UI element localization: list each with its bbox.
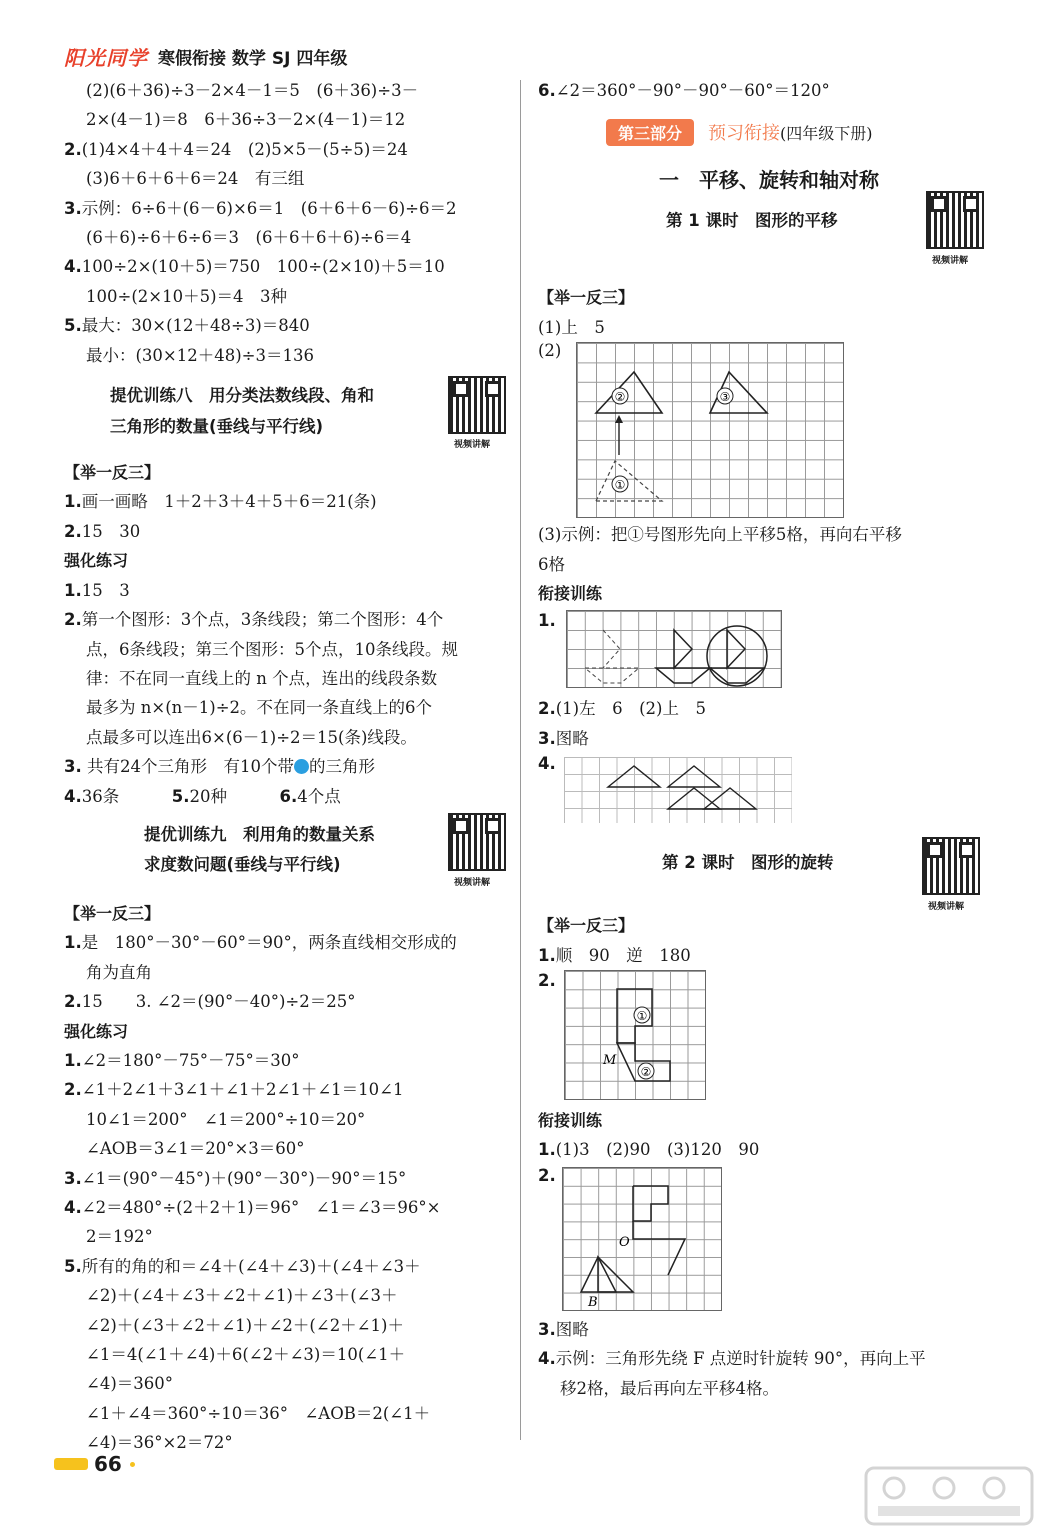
section-heading: 强化练习 (64, 551, 129, 571)
title-line-1: 提优训练九 利用角的数量关系 (144, 824, 375, 844)
section-title-9 (64, 811, 512, 899)
answer-text: 共有24个三角形 有10个带 (87, 757, 294, 777)
symmetry-figure: 1. (538, 608, 1000, 694)
answer-line: 4.∠2＝480°÷(2＋2＋1)＝96° ∠1＝∠3＝96°× (64, 1198, 441, 1217)
triangle-1 (596, 461, 662, 501)
answer-line: 1.画一画略 1＋2＋3＋4＋5＋6＝21(条) (64, 492, 377, 512)
page-number-text: 66 (94, 1452, 122, 1476)
title-line-1: 提优训练八 用分类法数线段、角和 (110, 386, 374, 406)
answer-line: 5.最大：30×(12＋48÷3)＝840 (64, 316, 310, 336)
book-title: 寒假衔接 数学 SJ 四年级 (158, 48, 348, 69)
rotation-figure-2: 2. O B (538, 1165, 1000, 1315)
qr-label: 视频讲解 (928, 902, 965, 913)
part-banner (538, 105, 1000, 159)
answer-line: 点最多可以连出6×(6－1)÷2＝15(条)线段。 (86, 727, 417, 747)
lesson-title: 第 2 课时 图形的旋转 (662, 853, 834, 873)
qr-code-icon[interactable] (922, 837, 980, 895)
answer-line: 最小：(30×12＋48)÷3＝136 (86, 345, 315, 365)
answer-line: 3.图略 (538, 1319, 589, 1339)
answer-line: 1.(1)3 (2)90 (3)120 90 (538, 1140, 760, 1160)
answer-line: (2)(6＋36)÷3－2×4－1＝5 (6＋36)÷3－ (86, 81, 419, 100)
preview-label: 预习衔接 (708, 123, 781, 145)
section-heading: 衔接训练 (538, 1111, 603, 1131)
answer-line: 3. 共有24个三角形 有10个带 的三角形 (64, 757, 375, 777)
qr-label: 视频讲解 (932, 256, 969, 267)
section-heading: 【举一反三】 (64, 463, 161, 483)
answer-line: 2.15 30 (64, 521, 141, 541)
answer-text: 的三角形 (309, 757, 375, 777)
triangle-row-figure: 4. (538, 753, 1000, 829)
label-3: ③ (719, 390, 731, 405)
answer-line: 2＝192° (86, 1227, 153, 1247)
section-heading: 【举一反三】 (538, 288, 635, 308)
answer-block-4 (64, 928, 512, 1016)
answer-line: 2.∠1＋2∠1＋3∠1＋∠1＋2∠1＋∠1＝10∠1 (64, 1080, 404, 1100)
preview-note: (四年级下册) (780, 123, 873, 143)
watermark-logo (864, 1466, 1034, 1526)
column-divider (520, 80, 521, 1440)
label-2: ② (614, 390, 626, 405)
point-b: B (588, 1294, 598, 1310)
qr-code-icon[interactable] (448, 813, 506, 871)
section-heading: 【举一反三】 (64, 903, 161, 923)
answer-line: 1.顺 90 逆 180 (538, 945, 691, 965)
qr-code-icon[interactable] (448, 376, 506, 434)
answer-line: 6格 (538, 554, 565, 574)
answer-block-3 (64, 576, 512, 752)
answer-line: 3.∠1＝(90°－45°)＋(90°－30°)－90°＝15° (64, 1168, 407, 1188)
answer-line: ∠2)＋(∠4＋∠3＋∠2＋∠1)＋∠3＋(∠3＋ (86, 1286, 398, 1306)
grid-figure (576, 342, 844, 518)
answer-line: 2.第一个图形：3个点，3条线段；第二个图形：4个 (64, 610, 444, 630)
answer-line: (1)上 5 (538, 317, 605, 337)
answer-line: 3.示例：6÷6＋(6－6)×6＝1 (6＋6＋6－6)÷6＝2 (64, 198, 457, 218)
title-line-2: 求度数问题(垂线与平行线) (144, 854, 341, 874)
qr-label: 视频讲解 (454, 440, 491, 451)
answer-line: 2.(1)4×4＋4＋4＝24 (2)5×5－(5÷5)＝24 (64, 139, 408, 159)
answer-line: 4.示例：三角形先绕 F 点逆时针旋转 90°，再向上平 (538, 1349, 926, 1369)
label-1: ① (614, 478, 626, 493)
point-o: O (619, 1234, 630, 1250)
section-heading: 强化练习 (64, 1021, 129, 1041)
answer-block-2 (64, 487, 512, 546)
brand-logo: 阳光同学 (64, 45, 148, 70)
rotation-figure: 2. ① ② M (538, 970, 1000, 1106)
page-dot (130, 1462, 135, 1467)
dotted-grid (564, 757, 792, 823)
answer-line: ∠4)＝360° (86, 1374, 174, 1394)
answer-line: 4.36条 5.20种 6.4个点 (64, 786, 341, 806)
page-bar (54, 1458, 88, 1470)
answer-line: 2×(4－1)＝8 6＋36÷3－2×(4－1)＝12 (86, 110, 406, 130)
blue-dot-icon (294, 759, 309, 774)
grid-figure (564, 970, 706, 1100)
answer-line: ∠AOB＝3∠1＝20°×3＝60° (86, 1139, 305, 1159)
answer-line: ∠1＋∠4＝360°÷10＝36° ∠AOB＝2(∠1＋ (86, 1403, 431, 1423)
page-header (64, 36, 347, 76)
answer-line: 6.∠2＝360°－90°－90°－60°＝120° (538, 81, 830, 100)
answer-line: 2.15 3. ∠2＝(90°－40°)÷2＝25° (64, 992, 356, 1012)
answer-line: (3)示例：把①号图形先向上平移5格，再向右平移 (538, 525, 902, 545)
answer-line: 移2格，最后再向左平移4格。 (560, 1378, 779, 1398)
answer-block-5 (64, 1046, 512, 1458)
answer-line: 1.是 180°－30°－60°＝90°，两条直线相交形成的 (64, 933, 457, 953)
answer-line: 10∠1＝200° ∠1＝200°÷10＝20° (86, 1109, 366, 1129)
answer-line: (3)6＋6＋6＋6＝24 有三组 (86, 169, 305, 189)
left-column (64, 76, 512, 1458)
answer-line: 4.100÷2×(10＋5)＝750 100÷(2×10)＋5＝10 (64, 257, 445, 277)
answer-block-1 (64, 76, 512, 370)
answer-line: 1.15 3 (64, 580, 130, 600)
section-heading: 衔接训练 (538, 584, 603, 604)
answer-line: 2.(1)左 6 (2)上 5 (538, 699, 706, 719)
qr-code-icon[interactable] (926, 191, 984, 249)
lesson-2-header (538, 829, 1000, 911)
qr-label: 视频讲解 (454, 877, 491, 888)
grid-figure (566, 610, 782, 688)
answer-line: 律：不在同一直线上的 n 个点，连出的线段条数 (86, 668, 438, 688)
answer-line: ∠4)＝36°×2＝72° (86, 1433, 233, 1453)
answer-line: 3.图略 (538, 728, 589, 748)
label-2: ② (640, 1065, 652, 1080)
triangle-2 (596, 372, 662, 413)
lesson-title: 第 1 课时 图形的平移 (666, 211, 838, 231)
point-m: M (603, 1053, 617, 1069)
answer-line: 1.∠2＝180°－75°－75°＝30° (64, 1050, 300, 1070)
title-line-2: 三角形的数量(垂线与平行线) (110, 417, 324, 437)
answer-line: 最多为 n×(n－1)÷2。不在同一条直线上的6个 (86, 698, 433, 718)
lesson-1-header (538, 201, 1000, 283)
answer-line: (6＋6)÷6＋6÷6＝3 (6＋6＋6＋6)÷6＝4 (86, 228, 412, 248)
chapter-title: 一 平移、旋转和轴对称 (659, 168, 879, 193)
section-title-8 (64, 370, 512, 458)
answer-line: 点，6条线段；第三个图形：5个点，10条线段。规 (86, 639, 458, 659)
answer-line: ∠1＝4(∠1＋∠4)＋6(∠2＋∠3)＝10(∠1＋ (86, 1345, 406, 1365)
section-heading: 【举一反三】 (538, 916, 635, 936)
part-badge: 第三部分 (606, 119, 694, 146)
label-1: ① (636, 1009, 648, 1024)
right-column (538, 76, 1000, 1403)
answer-line: ∠2)＋(∠3＋∠2＋∠1)＋∠2＋(∠2＋∠1)＋ (86, 1315, 404, 1335)
page-number (54, 1452, 135, 1476)
answer-line: 100÷(2×10＋5)＝4 3种 (86, 286, 288, 306)
grid-figure (562, 1167, 722, 1311)
shapes-layer (577, 343, 843, 517)
answer-line: 5.所有的角的和＝∠4＋(∠4＋∠3)＋(∠4＋∠3＋ (64, 1256, 421, 1276)
answer-line: 角为直角 (86, 962, 152, 982)
arrowhead-icon (615, 415, 623, 423)
translation-figure: (2) ② ③ ① (538, 342, 1000, 520)
